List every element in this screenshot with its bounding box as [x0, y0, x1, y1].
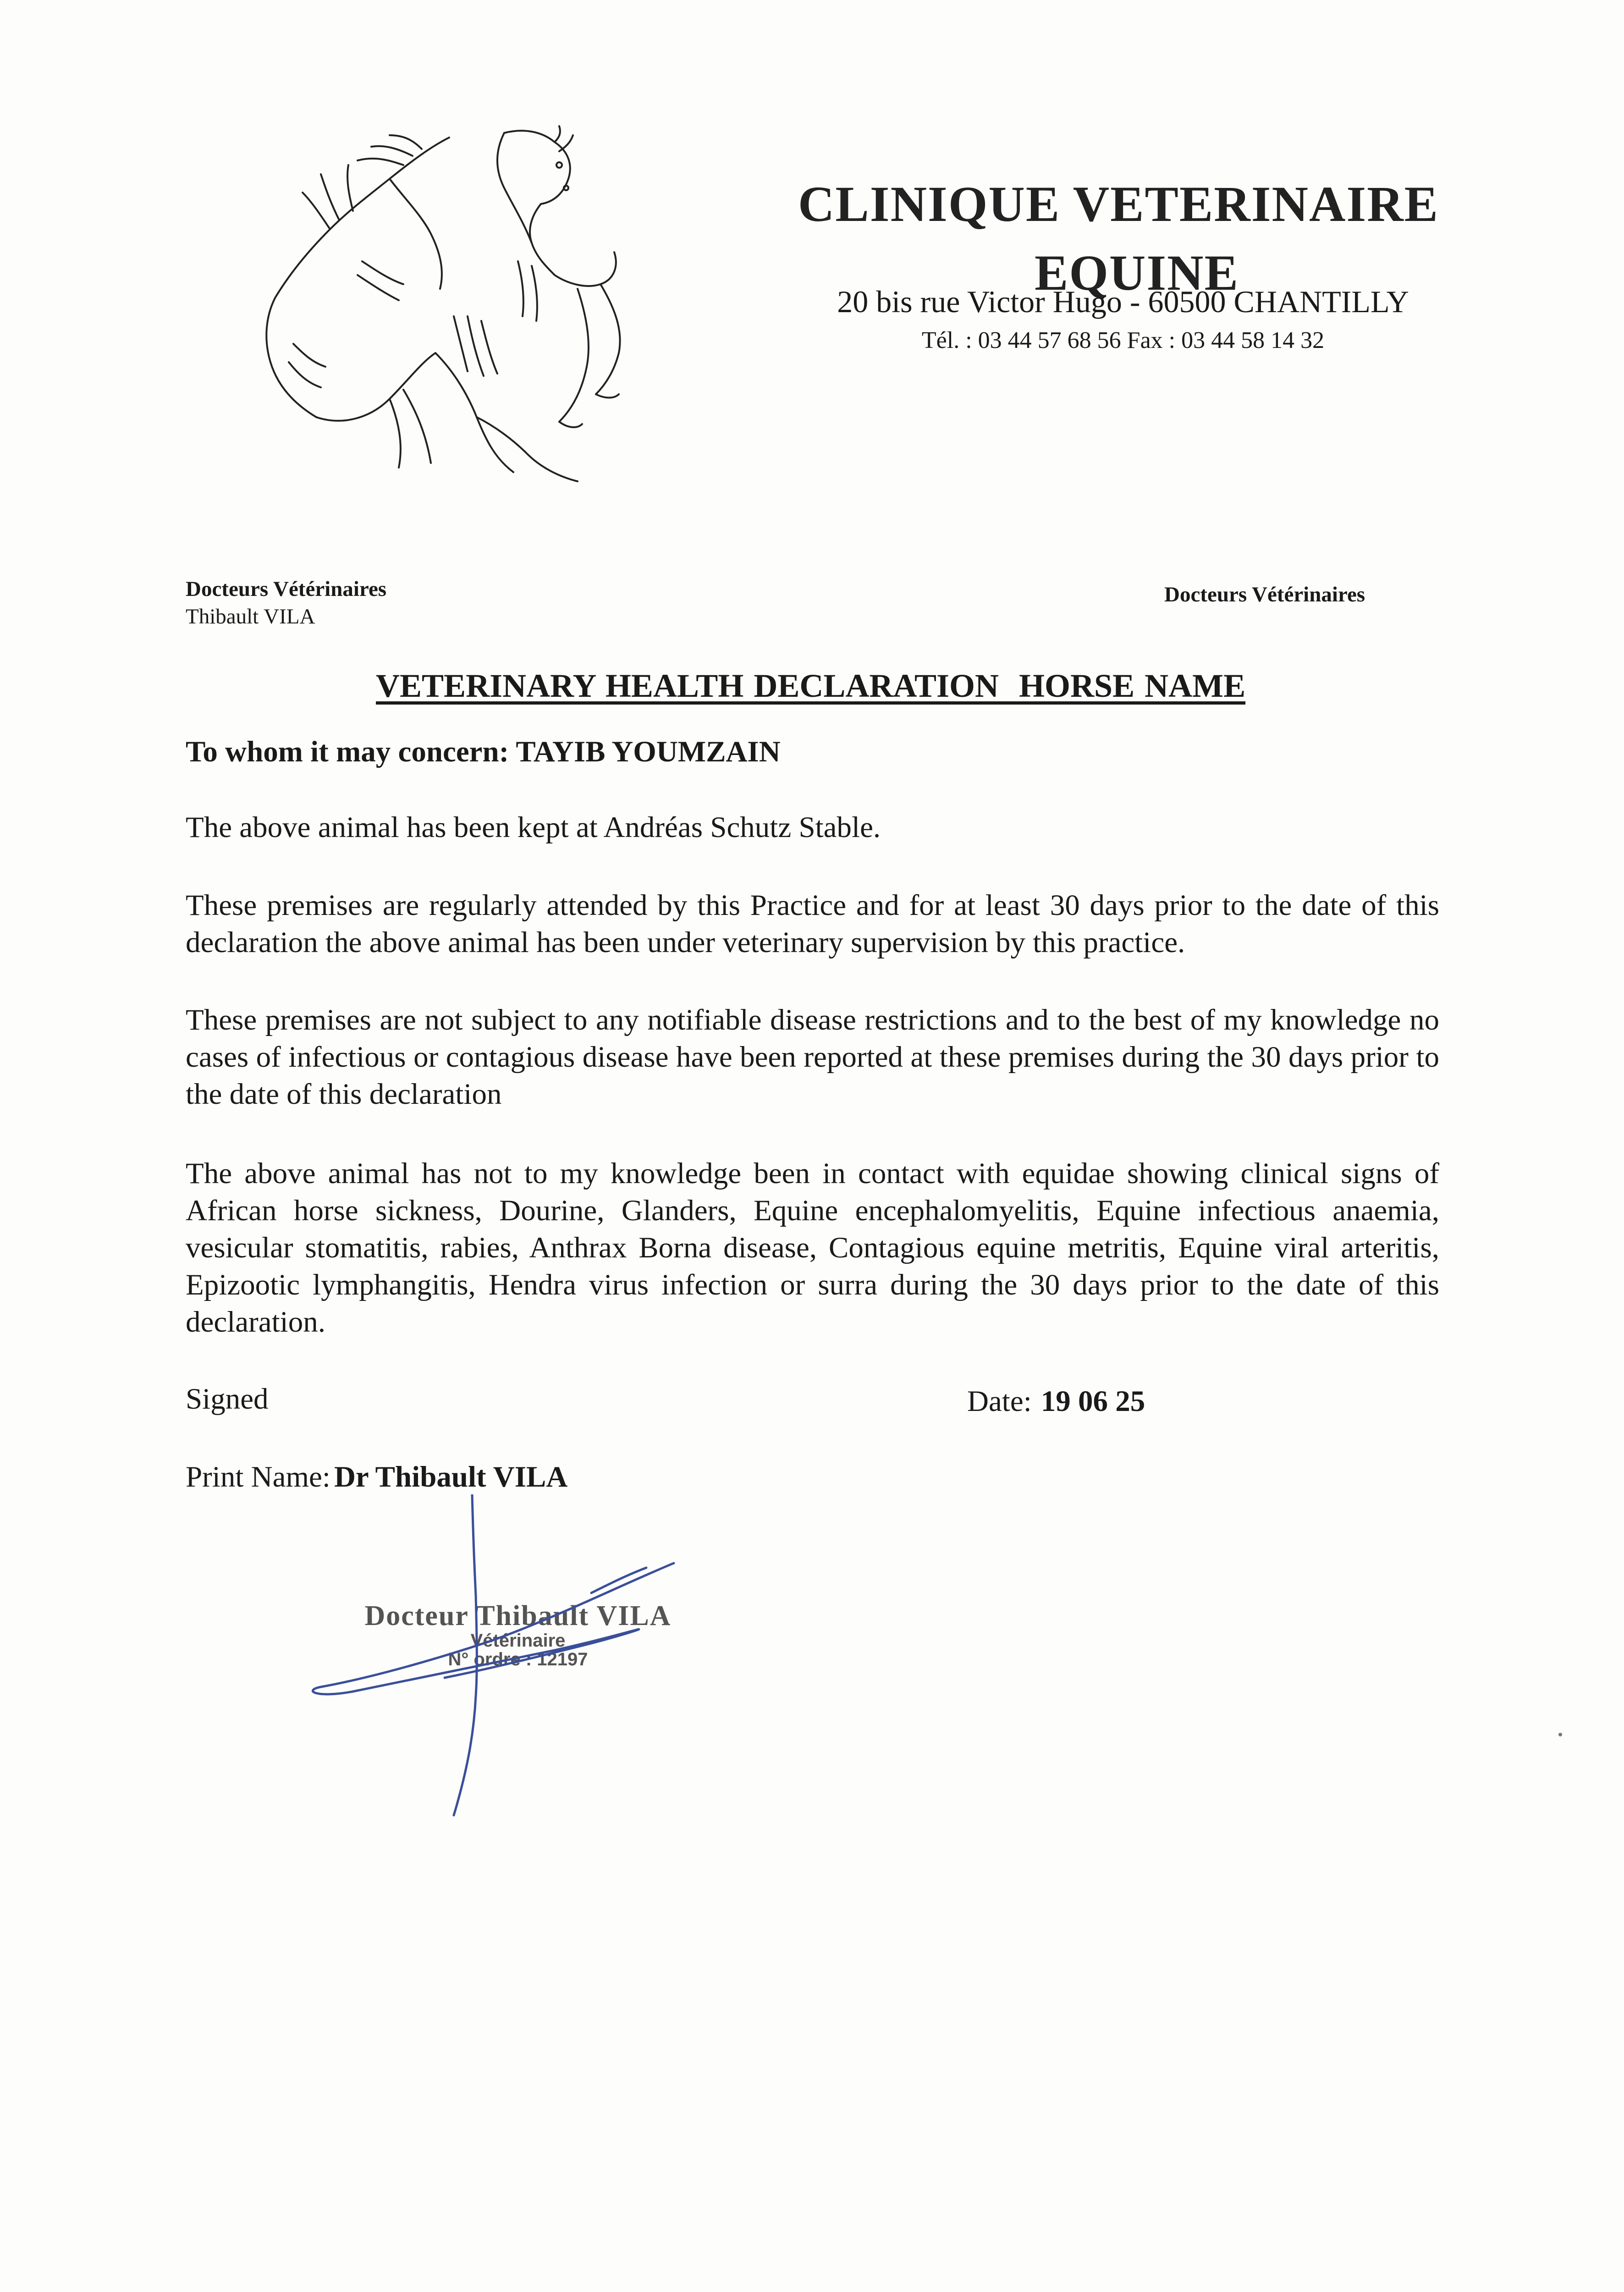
paragraph-2: These premises are regularly attended by this Practice and for at least 30 days prior to the date of this declaration the above animal has been under veterinary supervision by this practice.: [186, 889, 1439, 959]
horse-logo-icon: [238, 124, 701, 490]
handwritten-signature-icon: [298, 1494, 710, 1834]
doctors-left-title: Docteurs Vétérinaires: [186, 577, 387, 601]
document-title: VETERINARY HEALTH DECLARATION HORSE NAME: [376, 667, 1246, 704]
print-name-value: Dr Thibault VILA: [334, 1460, 568, 1493]
print-name-label: Print Name:: [186, 1460, 330, 1493]
clinic-name-line1: CLINIQUE VETERINAIRE: [798, 176, 1439, 232]
doctors-right-title: Docteurs Vétérinaires: [1164, 583, 1365, 606]
signed-label: Signed: [186, 1383, 269, 1416]
date-field: [967, 1384, 1145, 1419]
stamp-title: Vétérinaire: [470, 1631, 566, 1651]
print-name-field: [186, 1460, 567, 1494]
doctors-left-name: Thibault VILA: [186, 605, 315, 628]
clinic-phones: Tél. : 03 44 57 68 56 Fax : 03 44 58 14 32: [921, 327, 1325, 353]
date-label: Date:: [967, 1385, 1032, 1418]
stamp-name: Docteur Thibault VILA: [364, 1600, 672, 1631]
paragraph-1: The above animal has been kept at Andréas Schutz Stable.: [186, 811, 881, 844]
concern-line: To whom it may concern: TAYIB YOUMZAIN: [186, 735, 781, 768]
clinic-name-line2: EQUINE: [1035, 245, 1239, 301]
paragraph-3: These premises are not subject to any notifiable disease restrictions and to the best of my knowledge no cases of infectious or contagious disease have been reported at these premises during the 30 days prior to the date of this declaration: [186, 1003, 1439, 1111]
scan-speck: [1558, 1733, 1562, 1736]
paragraph-4: The above animal has not to my knowledge been in contact with equidae showing clinical signs of African horse sickness, Dourine, Glanders, Equine encephalomyelitis, Equine infectious anaemia, vesicular stomatitis, rabies, Anthrax Borna disease, Contagious equine metritis, Equine viral arteritis, Epizootic lymphangitis, Hendra virus infection or surra during the 30 days prior to the date of this declaration.: [186, 1157, 1439, 1339]
stamp-order-number: N° ordre : 12197: [448, 1649, 588, 1669]
date-value: 19 06 25: [1040, 1385, 1145, 1418]
clinic-address: 20 bis rue Victor Hugo - 60500 CHANTILLY: [837, 284, 1409, 319]
